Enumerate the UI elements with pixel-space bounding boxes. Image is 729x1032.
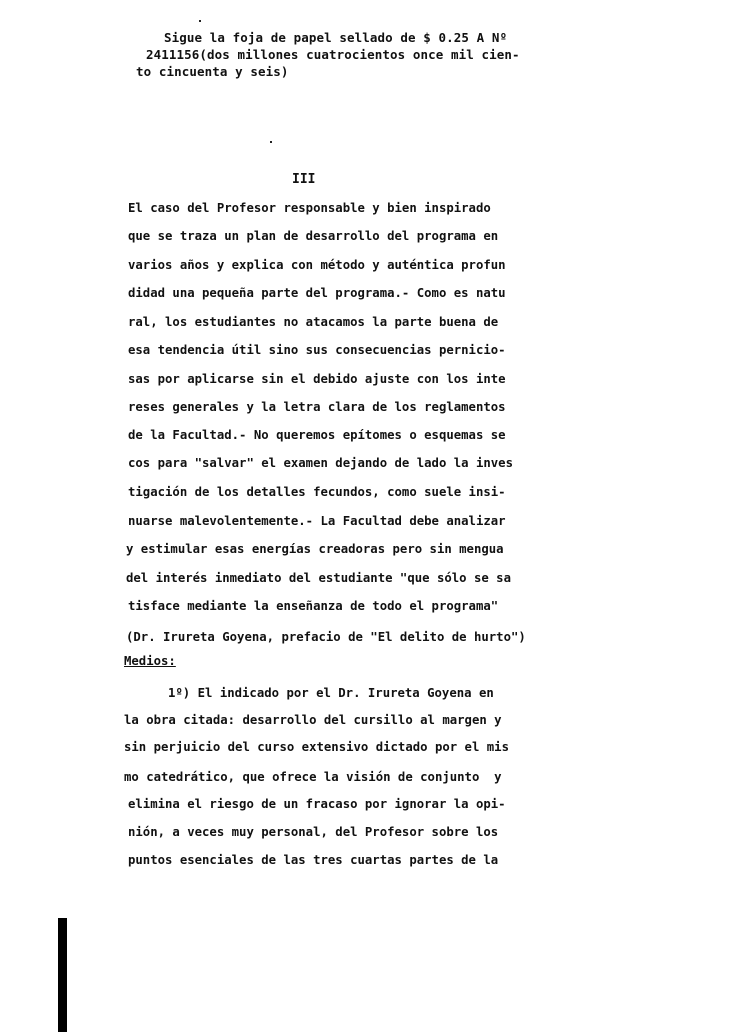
section-number: III [292,172,316,187]
stamp-note-line-3: to cincuenta y seis) [136,64,289,79]
remedy-line: la obra citada: desarrollo del cursillo al margen y [124,713,502,727]
remedy-line: nión, a veces muy personal, del Profesor sobre los [128,825,499,839]
body-line: varios años y explica con método y auténtica profun [128,258,506,272]
paper-speck [199,20,201,22]
body-line: cos para "salvar" el examen dejando de lado la inves [128,456,513,470]
body-line: sas por aplicarse sin el debido ajuste con los inte [128,372,506,386]
remedy-line: 1º) El indicado por el Dr. Irureta Goyena en [168,686,494,700]
remedy-line: mo catedrático, que ofrece la visión de conjunto y [124,770,502,784]
scan-margin-bar [58,918,67,1032]
stamp-note-line-2: 2411156(dos millones cuatrocientos once mil cien- [146,47,520,62]
body-line: (Dr. Irureta Goyena, prefacio de "El delito de hurto") [126,630,526,644]
body-line: ral, los estudiantes no atacamos la parte buena de [128,315,499,329]
body-line: El caso del Profesor responsable y bien inspirado [128,201,491,215]
remedies-heading: Medios: [124,654,176,668]
paper-speck [270,141,272,143]
body-line: y estimular esas energías creadoras pero sin mengua [126,542,504,556]
body-line: de la Facultad.- No queremos epítomes o esquemas se [128,428,506,442]
stamp-note-line-1: Sigue la foja de papel sellado de $ 0.25 A Nº [164,30,508,45]
remedy-line: sin perjuicio del curso extensivo dictado por el mis [124,740,509,754]
body-line: que se traza un plan de desarrollo del programa en [128,229,499,243]
body-line: tisface mediante la enseñanza de todo el programa" [128,599,499,613]
body-line: didad una pequeña parte del programa.- Como es natu [128,286,506,300]
body-line: reses generales y la letra clara de los reglamentos [128,400,506,414]
body-line: tigación de los detalles fecundos, como suele insi- [128,485,506,499]
remedy-line: elimina el riesgo de un fracaso por ignorar la opi- [128,797,506,811]
body-line: esa tendencia útil sino sus consecuencias pernicio- [128,343,506,357]
body-line: nuarse malevolentemente.- La Facultad debe analizar [128,514,506,528]
remedy-line: puntos esenciales de las tres cuartas partes de la [128,853,499,867]
body-line: del interés inmediato del estudiante "que sólo se sa [126,571,511,585]
